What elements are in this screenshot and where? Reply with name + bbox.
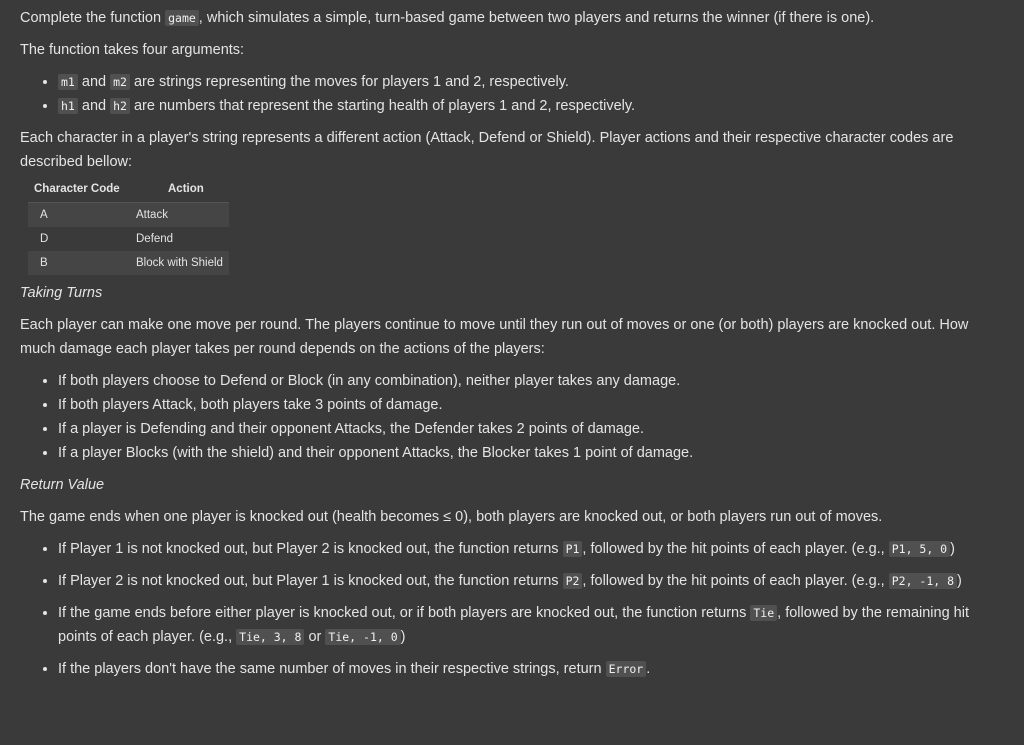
return-text: ) xyxy=(400,629,406,645)
cell-code: B xyxy=(28,251,130,275)
return-item-p1 xyxy=(58,537,1004,561)
return-item-tie xyxy=(58,601,1004,649)
return-text: If the game ends before either player is knocked out, or if both players are knocked out, the function returns xyxy=(58,605,751,621)
argument-text: are strings representing the moves for players 1 and 2, respectively. xyxy=(129,74,569,90)
intro-paragraph xyxy=(20,6,1004,30)
code-example: Tie, -1, 0 xyxy=(325,629,400,645)
cell-action: Defend xyxy=(136,233,174,245)
return-text: ) xyxy=(950,541,955,557)
code-example: P1, 5, 0 xyxy=(889,541,950,557)
taking-turns-heading: Taking Turns xyxy=(20,285,103,301)
return-text: If Player 1 is not knocked out, but Player 2 is knocked out, the function returns xyxy=(58,541,563,557)
taking-turns-paragraph: Each player can make one move per round. The players continue to move until they run out of moves or one (or both) players are knocked out. How much damage each player takes per round depends on the actions of the players: xyxy=(20,317,969,357)
argument-joiner: and xyxy=(77,98,111,114)
table-row xyxy=(28,203,229,228)
intro-text: Complete the function xyxy=(20,10,166,26)
return-value-paragraph: The game ends when one player is knocked out (health becomes ≤ 0), both players are knocked out, or both players run out of moves. xyxy=(20,509,883,525)
return-text: , followed by the hit points of each player. (e.g., xyxy=(582,573,889,589)
code-m2: m2 xyxy=(110,74,130,90)
return-text: If the players don't have the same number of moves in their respective strings, return xyxy=(58,661,606,677)
return-text: ) xyxy=(957,573,962,589)
return-text: or xyxy=(304,629,326,645)
damage-rules-list xyxy=(20,369,1004,465)
code-game: game xyxy=(165,10,199,26)
arguments-paragraph: The function takes four arguments: xyxy=(20,42,245,58)
return-text: If Player 2 is not knocked out, but Player 1 is knocked out, the function returns xyxy=(58,573,563,589)
argument-item xyxy=(58,70,1004,94)
argument-item xyxy=(58,94,1004,118)
table-header-row xyxy=(28,178,229,203)
cell-action: Attack xyxy=(130,203,229,228)
return-text: . xyxy=(646,661,651,677)
rule-item: • If both players choose to Defend or Block (in any combination), neither player takes any damage. xyxy=(58,369,1004,393)
actions-table xyxy=(28,178,229,275)
header-character-code: Character Code xyxy=(28,178,130,203)
code-error: Error xyxy=(606,661,647,677)
cell-code: D xyxy=(40,233,49,245)
rule-item: • If a player Blocks (with the shield) and their opponent Attacks, the Blocker takes 1 point of damage. xyxy=(58,441,1004,465)
rule-item: • If a player is Defending and their opponent Attacks, the Defender takes 2 points of damage. xyxy=(58,417,1004,441)
code-p1: P1 xyxy=(563,541,583,557)
argument-joiner: and xyxy=(77,74,111,90)
return-value-heading: Return Value xyxy=(20,477,105,493)
cell-action: Block with Shield xyxy=(130,251,229,275)
return-rules-list xyxy=(20,537,1004,681)
argument-text: are numbers that represent the starting health of players 1 and 2, respectively. xyxy=(129,98,636,114)
table-row xyxy=(28,251,229,275)
return-item-p2 xyxy=(58,569,1004,593)
arguments-list xyxy=(20,70,1004,118)
code-tie: Tie xyxy=(750,605,777,621)
intro-text-end: , which simulates a simple, turn-based game between two players and returns the winner (if there is one). xyxy=(198,10,875,26)
return-item-error xyxy=(58,657,1004,681)
rule-item: • If both players Attack, both players take 3 points of damage. xyxy=(58,393,1004,417)
code-m1: m1 xyxy=(58,74,78,90)
return-text: , followed by the remaining hit points of each player. (e.g., xyxy=(58,605,969,645)
cell-code: A xyxy=(28,203,130,228)
code-h1: h1 xyxy=(58,98,78,114)
code-p2: P2 xyxy=(563,573,583,589)
return-text: , followed by the hit points of each player. (e.g., xyxy=(582,541,889,557)
code-example: P2, -1, 8 xyxy=(889,573,957,589)
table-row xyxy=(28,227,229,251)
actions-paragraph: Each character in a player's string represents a different action (Attack, Defend or Shield). Player actions and their respective character codes are described bellow: xyxy=(20,130,954,170)
code-example: Tie, 3, 8 xyxy=(236,629,304,645)
code-h2: h2 xyxy=(110,98,130,114)
header-action: Action xyxy=(130,178,229,203)
